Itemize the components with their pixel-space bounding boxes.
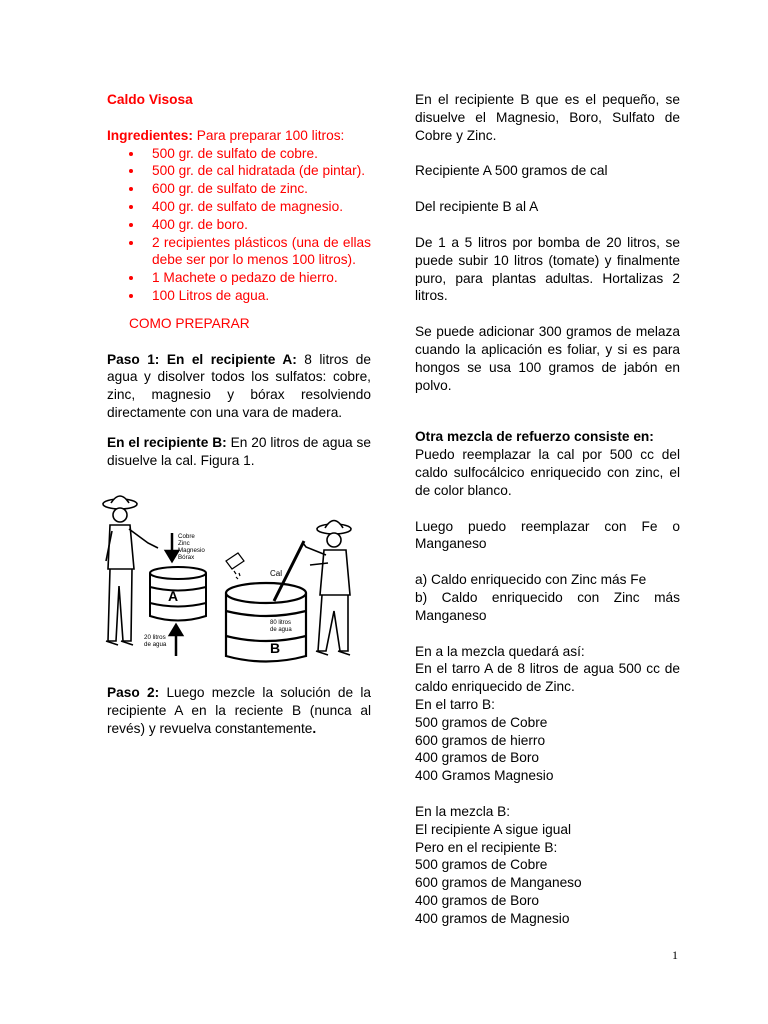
mix-a-lines: [415, 643, 680, 785]
right-paragraph-3: Del recipiente B al A: [415, 199, 539, 215]
document-title: Caldo Visosa: [107, 92, 193, 107]
como-preparar-heading: COMO PREPARAR: [129, 315, 250, 331]
mix-b-line: En la mezcla B:: [415, 803, 511, 819]
barrel-a-water-label: [144, 634, 167, 648]
ingredient-item: 400 gr. de sulfato de magnesio.: [107, 198, 371, 216]
barrel-a-water-line: 20 litros: [144, 634, 166, 642]
mix-b-line: El recipiente A sigue igual: [415, 821, 571, 837]
barrel-a-ingredients: [178, 533, 207, 561]
right-paragraph-6: Puedo reemplazar la cal por 500 cc del caldo sulfocálcico enriquecido con zinc, el de color blanco.: [415, 447, 680, 498]
mix-a-line: En el tarro A de 8 litros de agua 500 cc de caldo enriquecido de Zinc.: [415, 661, 680, 695]
cal-bag: [226, 553, 244, 579]
otra-mezcla-title: Otra mezcla de refuerzo consiste en:: [415, 429, 654, 445]
mix-a-line: 500 gramos de Cobre: [415, 714, 548, 730]
paso2-text: Luego mezcle la solución de la recipiente A en la reciente B (nunca al revés) y revuelva constantemente: [107, 685, 371, 736]
right-paragraph-7: Luego puedo reemplazar con Fe o Manganeso: [415, 518, 680, 552]
mix-b-line: 400 gramos de Boro: [415, 892, 540, 908]
figure-1: [107, 491, 371, 666]
ingredient-item: 500 gr. de sulfato de cobre.: [107, 145, 371, 163]
right-paragraph-5: Se puede adicionar 300 gramos de melaza cuando la aplicación es foliar, y si es para hongos se usa 100 gramos de jabón en polvo.: [415, 324, 680, 393]
ingredient-item: 400 gr. de boro.: [107, 216, 371, 234]
paso1-label: Paso 1: En el recipiente A:: [107, 351, 297, 367]
cal-label: Cal: [270, 569, 283, 579]
barrel-a-item: Magnesio: [178, 547, 205, 555]
mix-a-line: 600 gramos de hierro: [415, 732, 546, 748]
option-a: a) Caldo enriquecido con Zinc más Fe: [415, 572, 647, 588]
barrels-illustration: [98, 491, 362, 666]
mix-a-line: 400 gramos de Boro: [415, 750, 540, 766]
barrel-b-letter: B: [270, 640, 281, 657]
left-column: [107, 91, 371, 738]
ingredient-item: 500 gr. de cal hidratada (de pintar).: [107, 162, 371, 180]
paso1-text: 8 litros de agua y disolver todos los sulfatos: cobre, zinc, magnesio y bórax resolviendo directamente con una vara de madera.: [107, 351, 371, 420]
mix-b-line: 400 gramos de Magnesio: [415, 910, 570, 926]
barrel-a-letter: A: [168, 588, 179, 605]
barrel-b-water-line: de agua: [270, 627, 292, 634]
mix-a-line: En el tarro B:: [415, 696, 495, 712]
page-number: 1: [672, 948, 678, 962]
farmer-right-figure: [303, 521, 351, 656]
arrow-down-icon: [166, 533, 178, 561]
ingredient-item: 2 recipientes plásticos (una de ellas debe ser por lo menos 100 litros).: [107, 234, 371, 270]
barrel-b-water-label: [270, 620, 293, 633]
right-paragraph-2: Recipiente A 500 gramos de cal: [415, 163, 608, 179]
option-b: b) Caldo enriquecido con Zinc más Manganeso: [415, 589, 680, 623]
mix-b-line: 600 gramos de Manganeso: [415, 875, 582, 891]
ingredient-item: 1 Machete o pedazo de hierro.: [107, 269, 371, 287]
farmer-left-figure: [103, 496, 158, 645]
right-paragraph-1: En el recipiente B que es el pequeño, se disuelve el Magnesio, Boro, Sulfato de Cobre y Zinc.: [415, 92, 680, 143]
arrow-up-icon: [170, 625, 182, 656]
ingredient-item: 100 Litros de agua.: [107, 287, 371, 305]
ingredients-list: [107, 145, 371, 305]
barrel-a-item: Bórax: [178, 554, 195, 562]
barrel-a-item: Zinc: [178, 540, 190, 548]
barrel-a-item: Cobre: [178, 533, 195, 541]
ingredient-item: 600 gr. de sulfato de zinc.: [107, 180, 371, 198]
recipiente-b-label: En el recipiente B:: [107, 434, 227, 450]
paso1-paragraph: [107, 351, 371, 422]
ingredients-intro: Para preparar 100 litros:: [192, 127, 345, 143]
ingredients-heading: [107, 127, 371, 145]
paso2-end: .: [312, 720, 317, 736]
paso2-paragraph: [107, 684, 371, 737]
recipiente-b-text: En 20 litros de agua se disuelve la cal. Figura 1.: [107, 434, 372, 468]
barrel-b: [226, 583, 306, 662]
recipiente-b-paragraph: [107, 434, 371, 470]
mix-a-line: En a la mezcla quedará así:: [415, 643, 585, 659]
right-column: [415, 91, 680, 927]
mix-b-line: 500 gramos de Cobre: [415, 857, 548, 873]
paso2-label: Paso 2:: [107, 685, 160, 701]
mix-b-line: Pero en el recipiente B:: [415, 839, 558, 855]
mix-a-line: 400 Gramos Magnesio: [415, 768, 554, 784]
ingredients-label: Ingredientes:: [107, 127, 193, 143]
mix-b-lines: [415, 803, 680, 928]
right-paragraph-4: De 1 a 5 litros por bomba de 20 litros, se puede subir 10 litros (tomate) y finalmente puro, para plantas adultas. Hortalizas 2 litros.: [415, 234, 680, 304]
barrel-a-water-line: de agua: [144, 641, 167, 649]
barrel-b-water-line: 80 litros: [270, 620, 292, 627]
